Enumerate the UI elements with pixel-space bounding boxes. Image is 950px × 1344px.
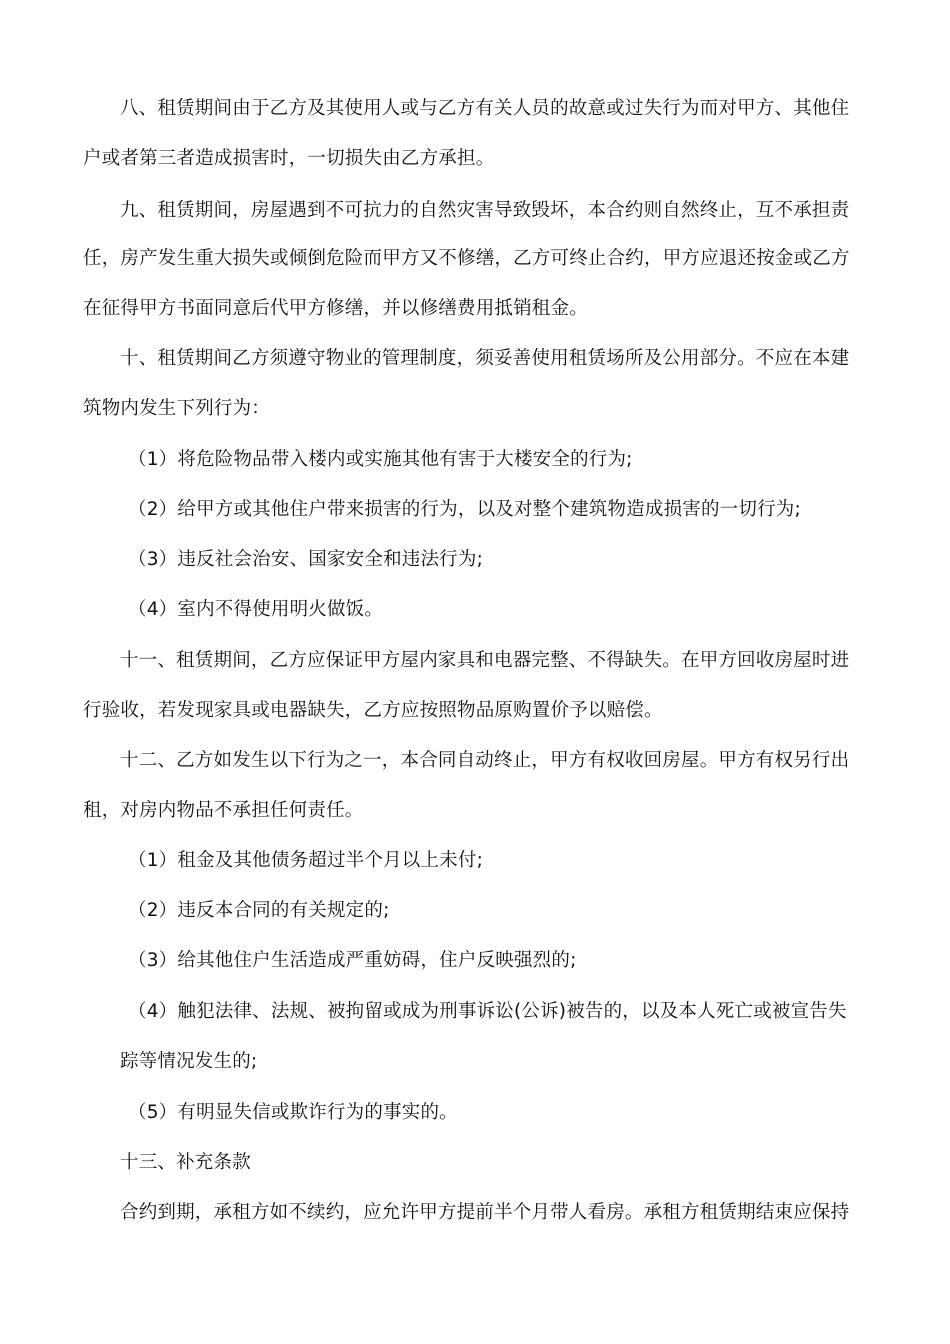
- clause-9-line-2: 任，房产发生重大损失或倾倒危险而甲方又不修缮，乙方可终止合约，甲方应退还按金或乙方: [83, 248, 850, 269]
- clause-8-line-1: 八、租赁期间由于乙方及其使用人或与乙方有关人员的故意或过失行为而对甲方、其他住: [120, 98, 850, 119]
- clause-10-item-4: （4）室内不得使用明火做饭。: [128, 599, 384, 620]
- clause-12-item-1: （1）租金及其他债务超过半个月以上未付;: [128, 850, 484, 871]
- clause-11-line-1: 十一、租赁期间，乙方应保证甲方屋内家具和电器完整、不得缺失。在甲方回收房屋时进: [120, 650, 850, 671]
- clause-12-item-4: （4）触犯法律、法规、被拘留或成为刑事诉讼(公诉)被告的，以及本人死亡或被宣告失: [128, 1001, 847, 1022]
- clause-12-item-3: （3）给其他住户生活造成严重妨碍，住户反映强烈的;: [128, 950, 577, 971]
- clause-12-item-4-continued: 踪等情况发生的;: [120, 1051, 258, 1072]
- clause-12-item-5: （5）有明显失信或欺诈行为的事实的。: [128, 1102, 458, 1123]
- clause-10-item-1: （1）将危险物品带入楼内或实施其他有害于大楼安全的行为;: [128, 449, 633, 470]
- clause-9-line-3: 在征得甲方书面同意后代甲方修缮，并以修缮费用抵销租金。: [83, 298, 588, 319]
- clause-9-line-1: 九、租赁期间，房屋遇到不可抗力的自然灾害导致毁坏，本合约则自然终止，互不承担责: [120, 200, 850, 221]
- clause-13-heading: 十三、补充条款: [120, 1152, 251, 1173]
- clause-12-item-2: （2）违反本合同的有关规定的;: [128, 900, 390, 921]
- clause-10-line-1: 十、租赁期间乙方须遵守物业的管理制度，须妥善使用租赁场所及公用部分。不应在本建: [120, 348, 850, 369]
- clause-10-item-3: （3）违反社会治安、国家安全和违法行为;: [128, 549, 484, 570]
- clause-10-item-2: （2）给甲方或其他住户带来损害的行为，以及对整个建筑物造成损害的一切行为;: [128, 499, 801, 520]
- clause-13-line-1: 合约到期，承租方如不续约，应允许甲方提前半个月带人看房。承租方租赁期结束应保持: [120, 1202, 850, 1223]
- clause-8-line-2: 户或者第三者造成损害时，一切损失由乙方承担。: [83, 148, 495, 169]
- clause-11-line-2: 行验收，若发现家具或电器缺失，乙方应按照物品原购置价予以赔偿。: [83, 700, 663, 721]
- clause-12-line-1: 十二、乙方如发生以下行为之一，本合同自动终止，甲方有权收回房屋。甲方有权另行出: [120, 750, 850, 771]
- clause-10-line-2: 筑物内发生下列行为：: [83, 398, 271, 419]
- clause-12-line-2: 租，对房内物品不承担任何责任。: [83, 800, 364, 821]
